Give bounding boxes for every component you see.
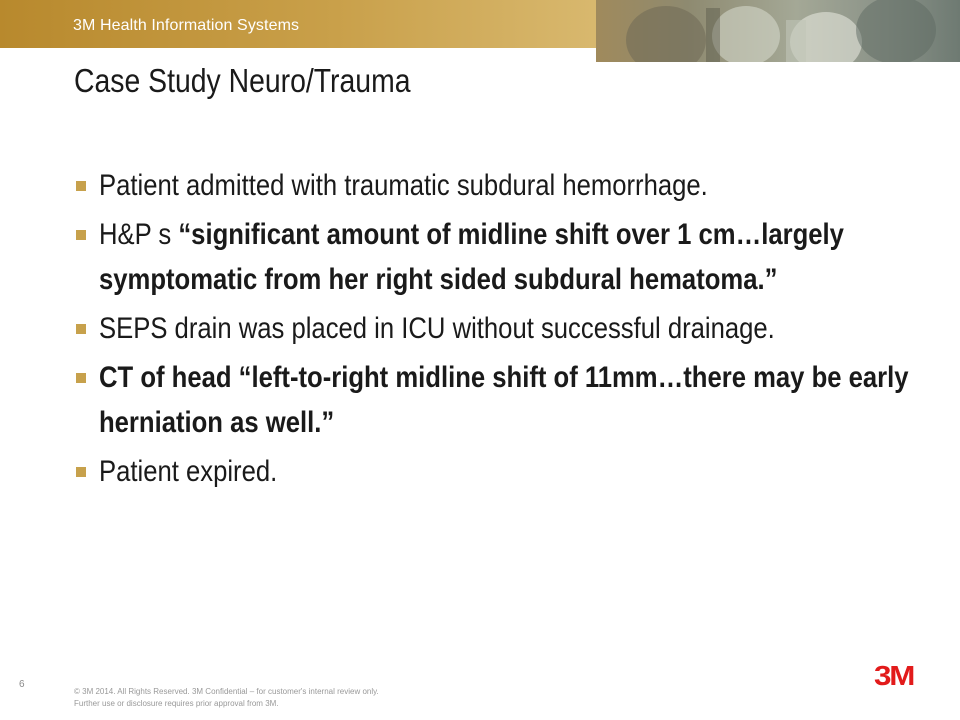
bullet-text-segment: H&P s [99, 218, 179, 251]
slide-number: 6 [19, 679, 25, 690]
bullet-item [74, 306, 944, 351]
3m-logo: 3M [874, 660, 914, 691]
bullet-text-bold: “significant amount of midline shift over 1 cm…largely symptomatic from her right sided subdural hematoma.” [99, 218, 844, 296]
square-bullet-icon [76, 181, 86, 191]
bullet-text-bold: CT of head “left-to-right midline shift of 11mm…there may be early herniation as well.” [99, 361, 909, 439]
bullet-text-segment: SEPS drain was placed in ICU without successful drainage. [99, 312, 775, 345]
bullet-text [99, 306, 937, 351]
bullet-text [99, 355, 937, 445]
bullet-text [99, 212, 937, 302]
bullet-item [74, 163, 944, 208]
square-bullet-icon [76, 467, 86, 477]
slide-title: Case Study Neuro/Trauma [74, 62, 411, 99]
square-bullet-icon [76, 373, 86, 383]
bullet-item [74, 449, 944, 494]
header-photo [596, 0, 960, 62]
company-name: 3M Health Information Systems [73, 17, 300, 34]
bullet-item [74, 212, 944, 302]
bullet-item [74, 355, 944, 445]
square-bullet-icon [76, 230, 86, 240]
bullet-text-segment: Patient expired. [99, 455, 278, 488]
bullet-text [99, 449, 937, 494]
square-bullet-icon [76, 324, 86, 334]
copyright-line-1: © 3M 2014. All Rights Reserved. 3M Confidential – for customer's internal review only. [74, 687, 379, 696]
copyright-line-2: Further use or disclosure requires prior approval from 3M. [74, 699, 279, 708]
footer-copyright [74, 686, 379, 710]
bullet-list [74, 163, 944, 498]
bullet-text [99, 163, 937, 208]
bullet-text-segment: Patient admitted with traumatic subdural hemorrhage. [99, 169, 708, 202]
